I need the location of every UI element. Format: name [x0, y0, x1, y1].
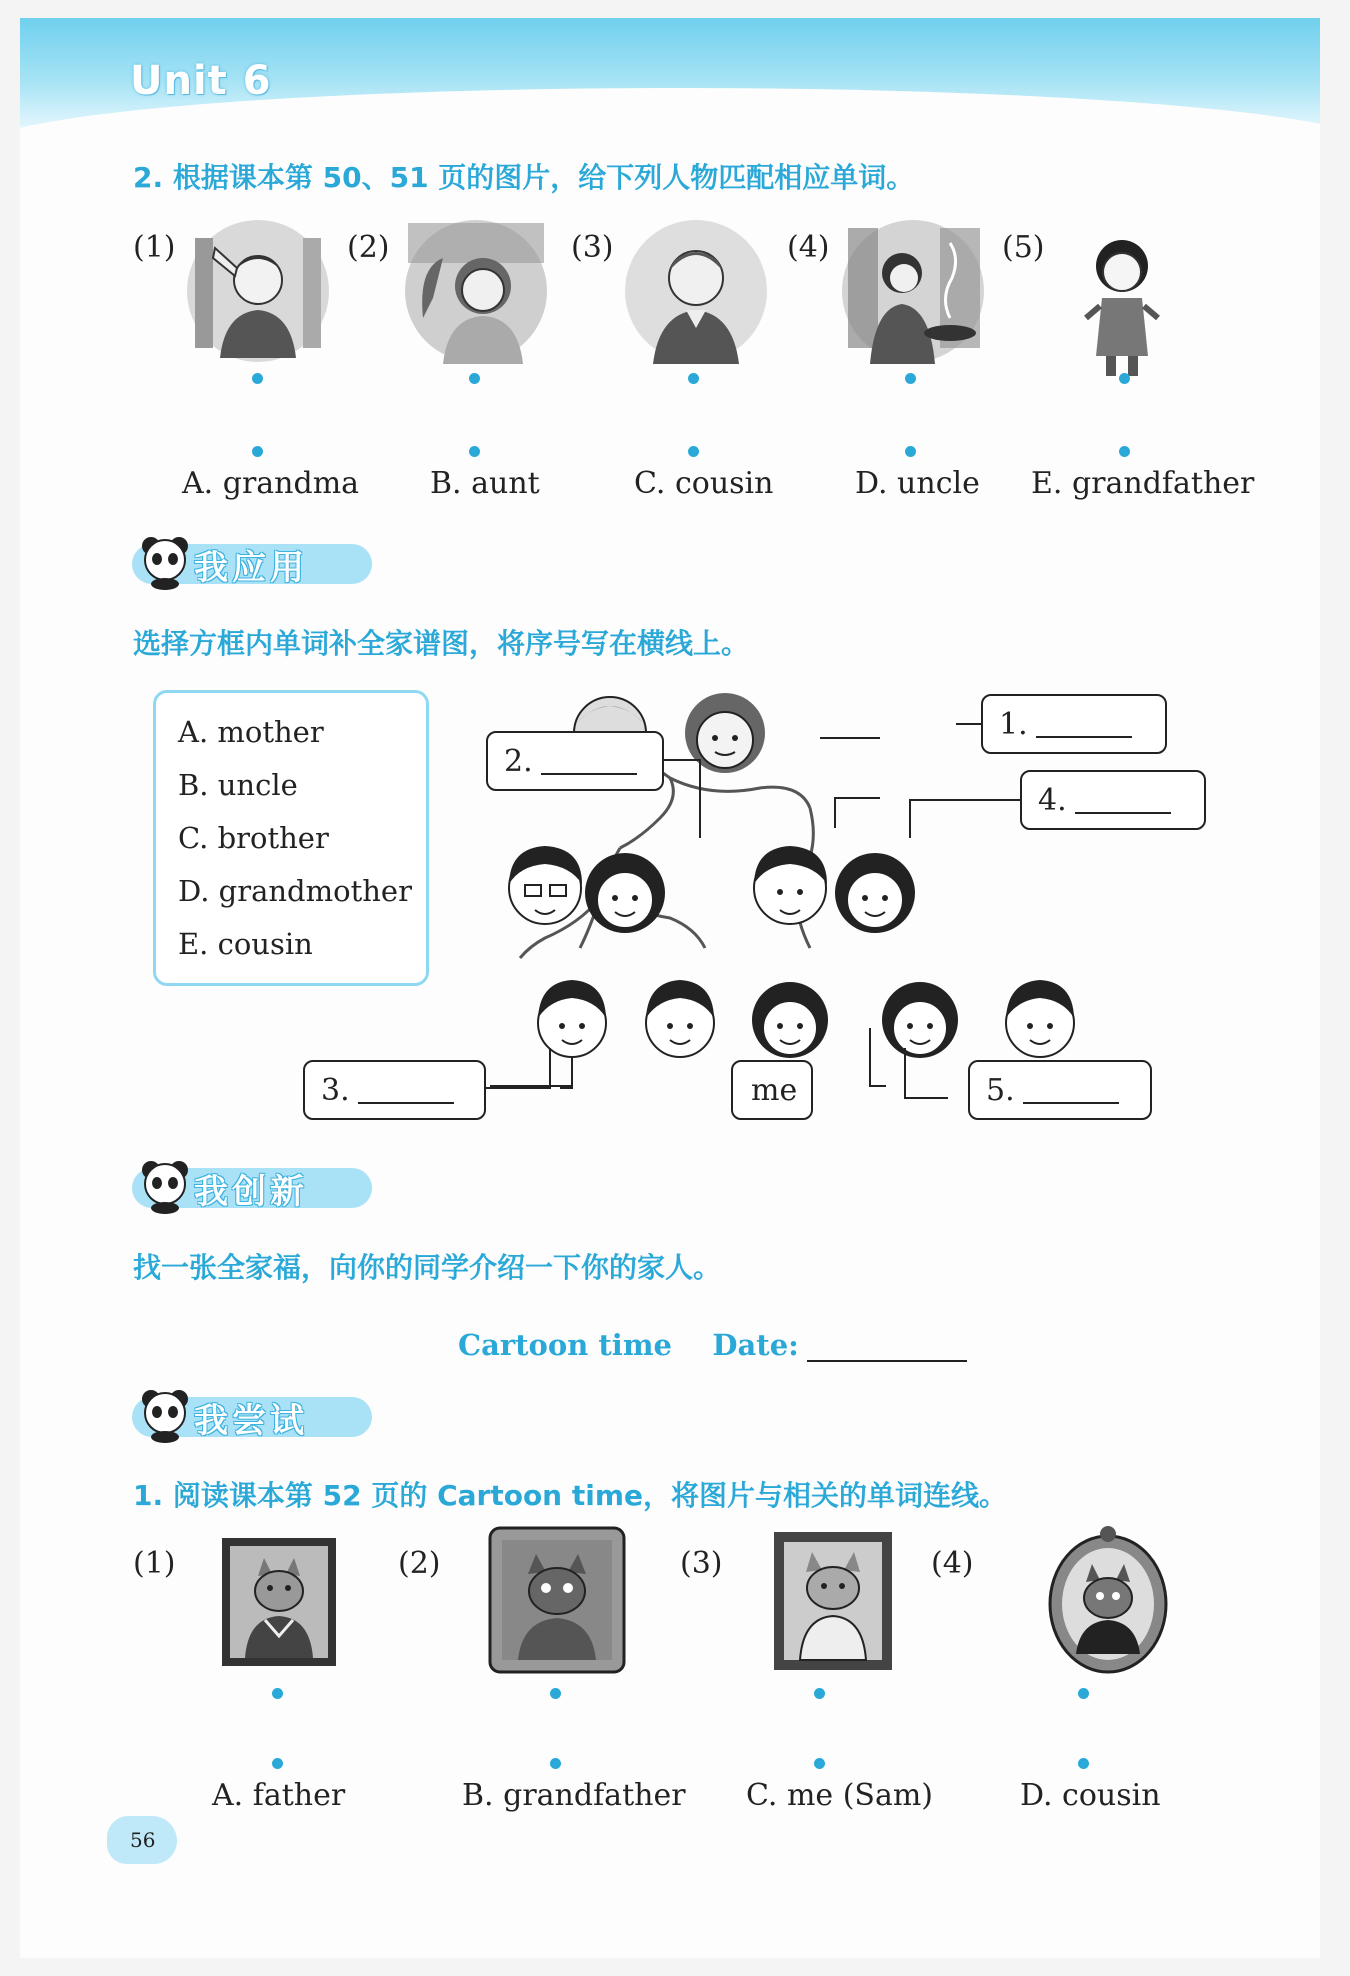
match-dot[interactable]	[272, 1758, 283, 1769]
me-tag	[731, 1060, 813, 1120]
word-option: C. brother	[178, 821, 329, 855]
blank-tag-2[interactable]	[486, 731, 664, 791]
match-dot[interactable]	[272, 1688, 283, 1699]
match-dot[interactable]	[814, 1688, 825, 1699]
answer-word: C. me (Sam)	[746, 1778, 933, 1813]
badge-text: 我尝试	[194, 1401, 308, 1441]
match-dot[interactable]	[1078, 1688, 1089, 1699]
tag-label: 5.	[986, 1072, 1015, 1108]
date-blank[interactable]	[807, 1332, 967, 1362]
blank-line[interactable]	[1075, 786, 1171, 814]
answer-word: C. cousin	[634, 466, 774, 501]
tag-label: 2.	[504, 743, 533, 779]
tag-label: 1.	[999, 706, 1028, 742]
badge-text: 我应用	[194, 548, 308, 588]
blank-tag-3[interactable]	[303, 1060, 486, 1120]
cartoon-date-line	[458, 1328, 967, 1362]
cat-portrait-ornate-frame-icon	[488, 1526, 626, 1674]
tag-label: 3.	[321, 1072, 350, 1108]
picture-label: (3)	[680, 1546, 723, 1581]
blank-line[interactable]	[358, 1076, 454, 1104]
section4-instruction: 1. 阅读课本第 52 页的 Cartoon time，将图片与相关的单词连线。	[133, 1479, 1008, 1512]
cat-portrait-frame-icon	[220, 1536, 338, 1668]
kitten-oval-mirror-icon	[1046, 1524, 1170, 1676]
badge-text: 我创新	[194, 1172, 308, 1212]
answer-word: A. grandma	[182, 466, 360, 501]
match-dot[interactable]	[1078, 1758, 1089, 1769]
unit-title: Unit 6	[130, 58, 272, 104]
picture-label: (4)	[931, 1546, 974, 1581]
blank-line[interactable]	[541, 747, 637, 775]
match-dot[interactable]	[550, 1758, 561, 1769]
workbook-page	[20, 18, 1320, 1958]
tag-label: 4.	[1038, 782, 1067, 818]
match-dot[interactable]	[550, 1688, 561, 1699]
answer-word: A. father	[212, 1778, 346, 1813]
word-option: E. cousin	[178, 927, 313, 961]
cartoon-label: Cartoon time	[458, 1328, 672, 1362]
picture-label: (4)	[787, 230, 830, 265]
word-option: A. mother	[178, 715, 324, 749]
match-dot[interactable]	[814, 1758, 825, 1769]
blank-tag-1[interactable]	[981, 694, 1167, 754]
picture-label: (2)	[398, 1546, 441, 1581]
answer-word: B. grandfather	[462, 1778, 686, 1813]
section-badge-try	[132, 1393, 372, 1439]
picture-label: (3)	[571, 230, 614, 265]
answer-word: D. cousin	[1020, 1778, 1161, 1813]
page-number-text: 56	[130, 1828, 156, 1852]
page-number	[107, 1816, 177, 1864]
section-badge-create	[132, 1164, 372, 1210]
word-option: B. uncle	[178, 768, 298, 802]
section3-instruction: 找一张全家福，向你的同学介绍一下你的家人。	[133, 1251, 722, 1284]
word-option: D. grandmother	[178, 874, 412, 908]
answer-word: D. uncle	[855, 466, 980, 501]
blank-tag-5[interactable]	[968, 1060, 1152, 1120]
answer-word: E. grandfather	[1031, 466, 1255, 501]
picture-label: (1)	[133, 1546, 176, 1581]
picture-label: (1)	[133, 230, 176, 265]
picture-label: (5)	[1002, 230, 1045, 265]
blank-line[interactable]	[1023, 1076, 1119, 1104]
answer-word: B. aunt	[430, 466, 540, 501]
section1-instruction: 2. 根据课本第 50、51 页的图片，给下列人物匹配相应单词。	[133, 161, 915, 194]
blank-tag-4[interactable]	[1020, 770, 1206, 830]
section2-instruction: 选择方框内单词补全家谱图，将序号写在横线上。	[133, 627, 750, 660]
tag-label: me	[751, 1072, 798, 1108]
picture-label: (2)	[347, 230, 390, 265]
tabby-cat-portrait-frame-icon	[772, 1530, 894, 1672]
panda-icon	[138, 1387, 192, 1443]
blank-line[interactable]	[1036, 710, 1132, 738]
date-label: Date:	[712, 1328, 799, 1362]
panda-icon	[138, 1158, 192, 1214]
